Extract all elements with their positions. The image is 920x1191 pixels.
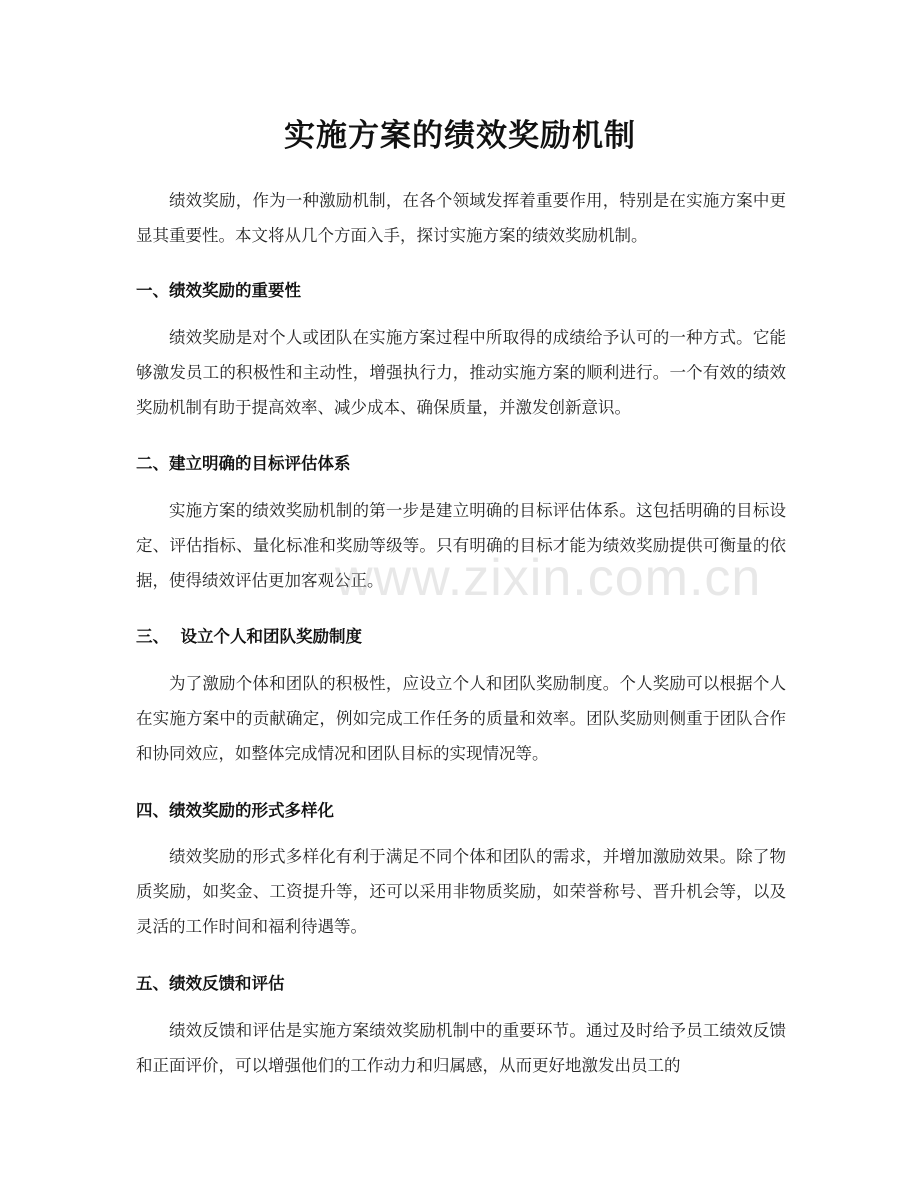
section-heading-3: 三、 设立个人和团队奖励制度 — [136, 627, 362, 646]
section-heading-5: 五、绩效反馈和评估 — [136, 974, 285, 993]
section-heading-2: 二、建立明确的目标评估体系 — [136, 454, 351, 473]
document-title: 实施方案的绩效奖励机制 — [284, 118, 636, 154]
intro-paragraph: 绩效奖励，作为一种激励机制，在各个领域发挥着重要作用，特别是在实施方案中更显其重要性。本文将从几个方面入手，探讨实施方案的绩效奖励机制。 — [136, 191, 786, 245]
section-body-1: 绩效奖励是对个人或团队在实施方案过程中所取得的成绩给予认可的一种方式。它能够激发员工的积极性和主动性，增强执行力，推动实施方案的顺利进行。一个有效的绩效奖励机制有助于提高效率、减少成本、确保质量，并激发创新意识。 — [136, 328, 786, 417]
section-body-2: 实施方案的绩效奖励机制的第一步是建立明确的目标评估体系。这包括明确的目标设定、评估指标、量化标准和奖励等级等。只有明确的目标才能为绩效奖励提供可衡量的依据，使得绩效评估更加客观公正。 — [136, 501, 786, 590]
section-body-4: 绩效奖励的形式多样化有利于满足不同个体和团队的需求，并增加激励效果。除了物质奖励，如奖金、工资提升等，还可以采用非物质奖励，如荣誉称号、晋升机会等，以及灵活的工作时间和福利待遇等。 — [136, 847, 786, 936]
watermark: www.zixin.com.cn — [335, 549, 762, 607]
section-heading-1: 一、绩效奖励的重要性 — [136, 281, 301, 300]
section-body-3: 为了激励个体和团队的积极性，应设立个人和团队奖励制度。个人奖励可以根据个人在实施方案中的贡献确定，例如完成工作任务的质量和效率。团队奖励则侧重于团队合作和协同效应，如整体完成情况和团队目标的实现情况等。 — [136, 674, 786, 763]
section-heading-4: 四、绩效奖励的形式多样化 — [136, 801, 334, 820]
section-body-5: 绩效反馈和评估是实施方案绩效奖励机制中的重要环节。通过及时给予员工绩效反馈和正面评价，可以增强他们的工作动力和归属感，从而更好地激发出员工的 — [136, 1021, 786, 1075]
